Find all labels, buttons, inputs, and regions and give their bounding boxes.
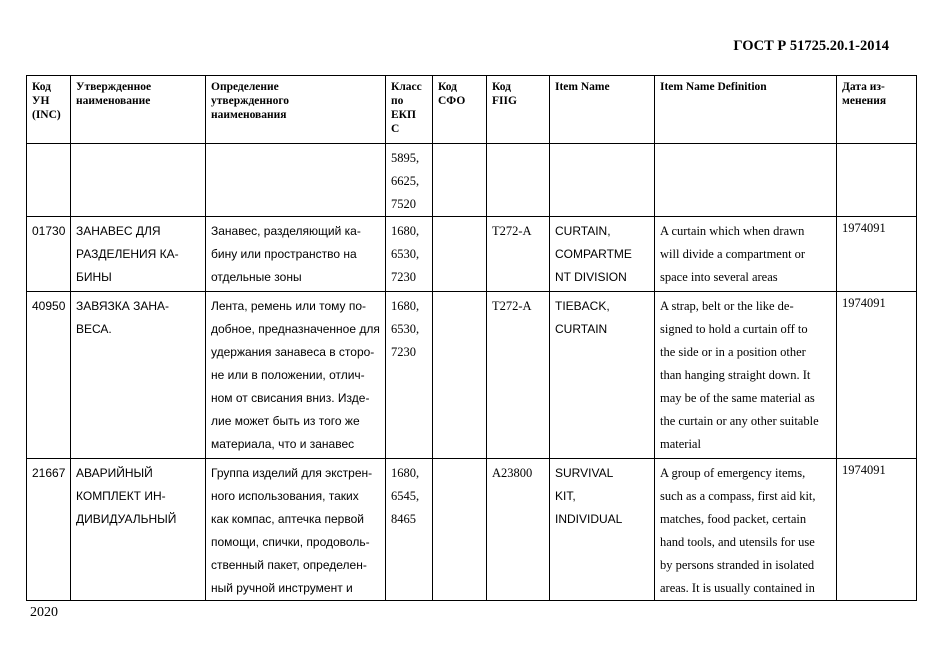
catalog-table xyxy=(26,75,917,601)
cell-name: АВАРИЙНЫЙ КОМПЛЕКТ ИН- ДИВИДУАЛЬНЫЙ xyxy=(71,459,206,601)
document-code: ГОСТ Р 51725.20.1-2014 xyxy=(733,38,889,54)
cell-inc: 01730 xyxy=(27,217,71,292)
cell-item-def: A curtain which when drawn will divide a compartment or space into several areas xyxy=(655,217,837,292)
cell-item-name xyxy=(550,144,655,217)
col-header-definition: Определение утвержденного наименования xyxy=(206,76,386,144)
col-header-sfo: Код СФО xyxy=(433,76,487,144)
table-row xyxy=(27,217,917,292)
cell-definition: Занавес, разделяющий ка- бину или пространство на отдельные зоны xyxy=(206,217,386,292)
cell-inc: 40950 xyxy=(27,292,71,459)
page-number: 2020 xyxy=(30,605,58,620)
cell-sfo xyxy=(433,217,487,292)
cell-class: 1680, 6545, 8465 xyxy=(386,459,433,601)
cell-date: 1974091 xyxy=(837,292,917,459)
table-row xyxy=(27,144,917,217)
cell-class: 1680, 6530, 7230 xyxy=(386,292,433,459)
cell-item-name: TIEBACK, CURTAIN xyxy=(550,292,655,459)
cell-item-def: A strap, belt or the like de- signed to hold a curtain off to the side or in a position other than hanging straight down. It may be of the same material as the curtain or any other suitable material xyxy=(655,292,837,459)
cell-date xyxy=(837,144,917,217)
cell-item-def xyxy=(655,144,837,217)
cell-inc xyxy=(27,144,71,217)
cell-fiig: A23800 xyxy=(487,459,550,601)
cell-item-def: A group of emergency items, such as a compass, first aid kit, matches, food packet, certain hand tools, and utensils for use by persons stranded in isolated areas. It is usually contained in xyxy=(655,459,837,601)
cell-definition xyxy=(206,144,386,217)
col-header-name: Утвержденное наименование xyxy=(71,76,206,144)
cell-class: 1680, 6530, 7230 xyxy=(386,217,433,292)
col-header-date: Дата из- менения xyxy=(837,76,917,144)
cell-sfo xyxy=(433,459,487,601)
col-header-fiig: Код FIIG xyxy=(487,76,550,144)
cell-definition: Лента, ремень или тому по- добное, предназначенное для удержания занавеса в сторо- не или в положении, отлич- ном от свисания вниз. Изде- лие может быть из того же материала, что и занавес xyxy=(206,292,386,459)
cell-fiig xyxy=(487,144,550,217)
cell-date: 1974091 xyxy=(837,459,917,601)
cell-class: 5895, 6625, 7520 xyxy=(386,144,433,217)
table-row xyxy=(27,459,917,601)
cell-sfo xyxy=(433,292,487,459)
cell-item-name: CURTAIN, COMPARTME NT DIVISION xyxy=(550,217,655,292)
cell-name: ЗАВЯЗКА ЗАНА- ВЕСА. xyxy=(71,292,206,459)
col-header-class: Класс по ЕКП С xyxy=(386,76,433,144)
cell-name xyxy=(71,144,206,217)
cell-fiig: T272-A xyxy=(487,217,550,292)
col-header-inc: Код УН (INC) xyxy=(27,76,71,144)
cell-inc: 21667 xyxy=(27,459,71,601)
cell-definition: Группа изделий для экстрен- ного использования, таких как компас, аптечка первой помощи, спички, продоволь- ственный пакет, определен- ный ручной инструмент и xyxy=(206,459,386,601)
col-header-item-name: Item Name xyxy=(550,76,655,144)
cell-date: 1974091 xyxy=(837,217,917,292)
table-row xyxy=(27,292,917,459)
cell-fiig: T272-A xyxy=(487,292,550,459)
cell-sfo xyxy=(433,144,487,217)
cell-name: ЗАНАВЕС ДЛЯ РАЗДЕЛЕНИЯ КА- БИНЫ xyxy=(71,217,206,292)
table-header-row xyxy=(27,76,917,144)
col-header-item-def: Item Name Definition xyxy=(655,76,837,144)
cell-item-name: SURVIVAL KIT, INDIVIDUAL xyxy=(550,459,655,601)
